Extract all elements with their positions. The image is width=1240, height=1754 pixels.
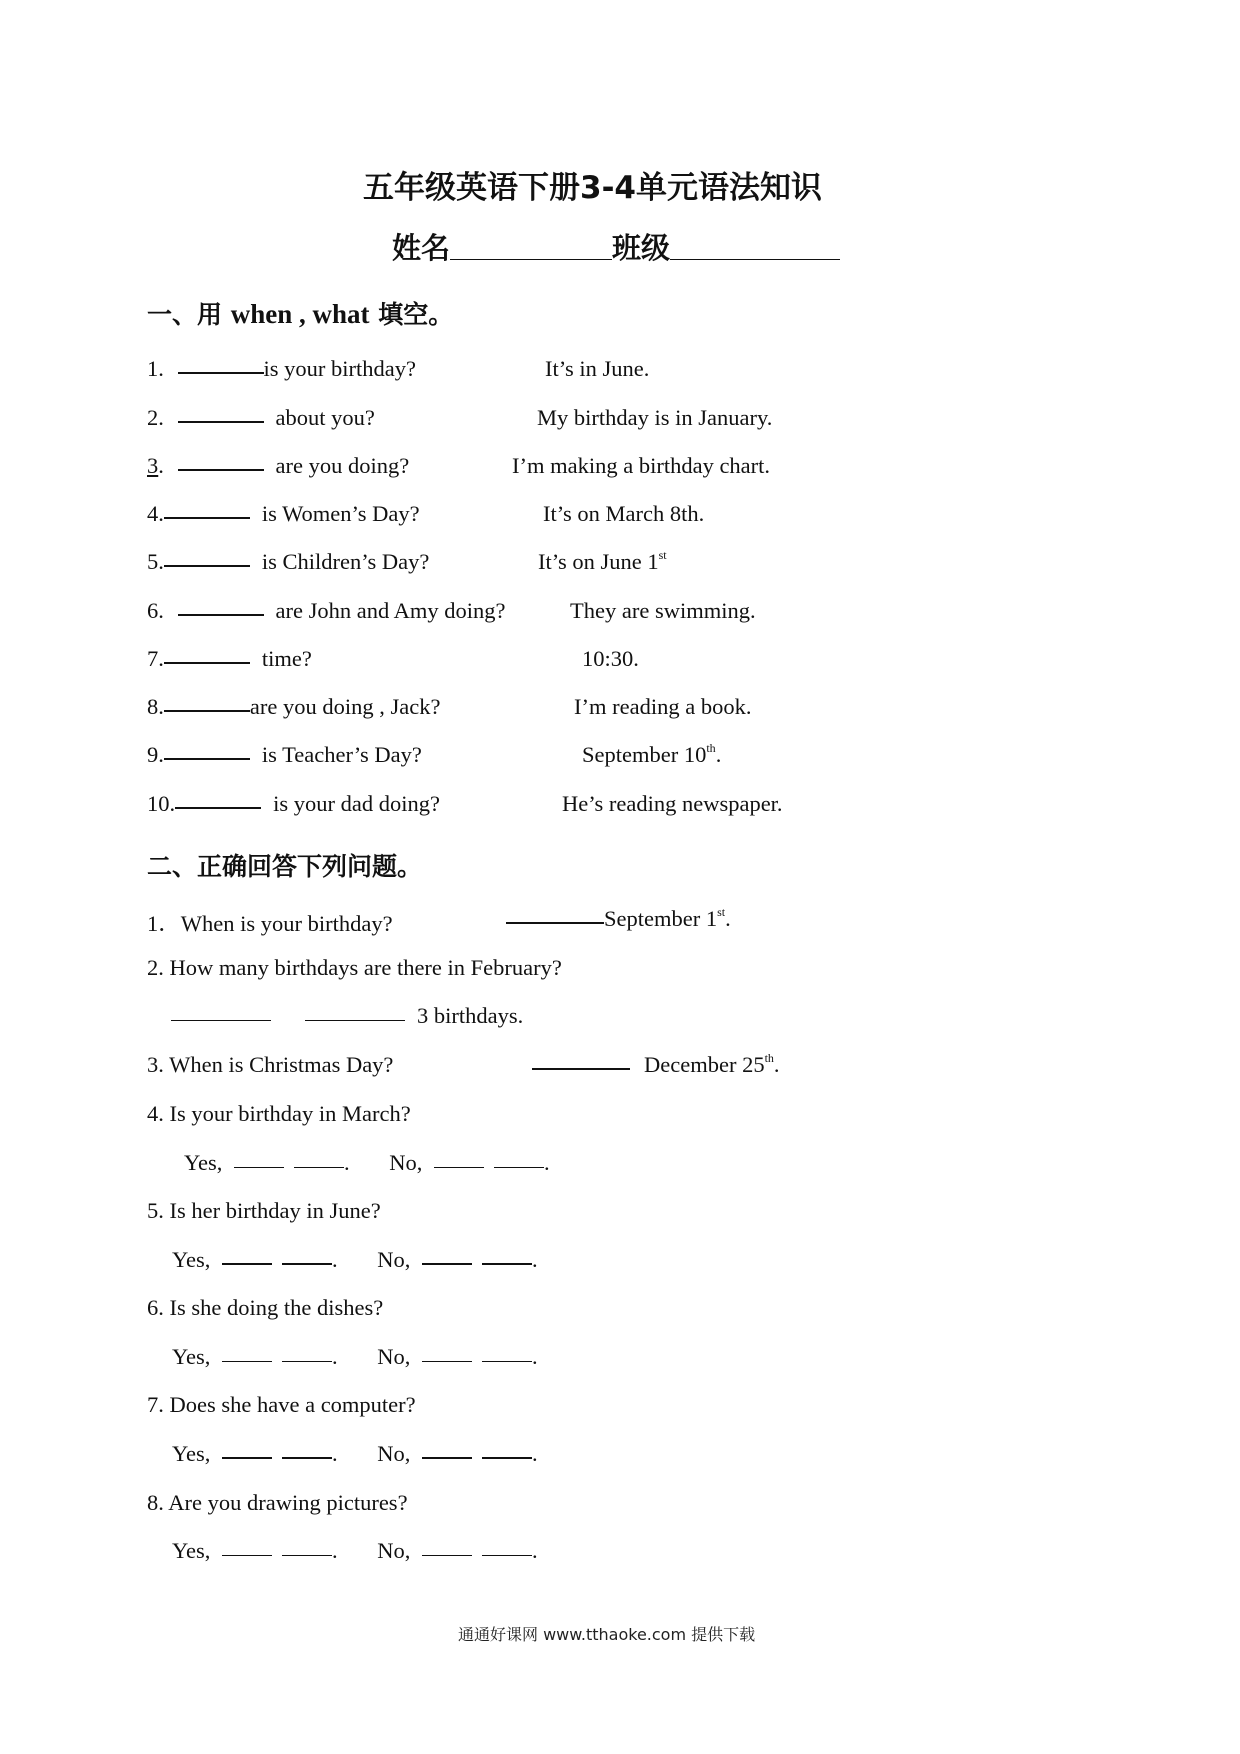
period: . <box>532 1538 538 1563</box>
s1-answer-9 <box>582 742 721 768</box>
answer-blank[interactable] <box>482 1360 532 1362</box>
s1-answer-7: 10:30. <box>582 646 639 671</box>
section2-heading: 二、正确回答下列问题。 <box>147 852 423 881</box>
no-label: No, <box>377 1344 411 1369</box>
answer-blank[interactable] <box>282 1360 332 1362</box>
item-number: 5. <box>147 549 164 574</box>
question-text: are you doing? <box>275 453 410 478</box>
answer-blank[interactable] <box>482 1456 532 1459</box>
question-text: is Children’s Day? <box>261 549 430 574</box>
item-number: 9. <box>147 742 164 767</box>
s1-item-6 <box>147 598 505 624</box>
answer-blank[interactable] <box>282 1456 332 1459</box>
s2-q6-answers <box>172 1344 538 1370</box>
no-label: No, <box>389 1150 423 1175</box>
answer-blank[interactable] <box>422 1262 472 1265</box>
answer-blank[interactable] <box>482 1262 532 1265</box>
answer-blank[interactable] <box>178 613 264 616</box>
item-dot: . <box>158 453 164 478</box>
s2-q5: 5. Is her birthday in June? <box>147 1198 381 1223</box>
period: . <box>532 1344 538 1369</box>
period: . <box>344 1150 350 1175</box>
s2-q3-answer <box>532 1052 780 1078</box>
page-title: 五年级英语下册3-4单元语法知识 <box>363 170 823 206</box>
answer-text: It’s on June 1 <box>538 549 659 574</box>
s1-item-1 <box>147 356 416 382</box>
answer-blank[interactable] <box>171 1019 271 1021</box>
answer-end: . <box>715 742 722 767</box>
s1-item-3 <box>147 453 409 479</box>
yes-label: Yes, <box>172 1441 211 1466</box>
answer-text: September 10 <box>582 742 707 767</box>
answer-blank[interactable] <box>222 1262 272 1265</box>
section1-heading <box>147 295 453 331</box>
question-text: is your dad doing? <box>273 791 440 816</box>
section1-prefix: 一、用 <box>147 300 223 329</box>
answer-blank[interactable] <box>532 1067 630 1070</box>
answer-text: 3 birthdays. <box>417 1003 524 1028</box>
question-text: about you? <box>275 405 375 430</box>
s1-item-10 <box>147 791 440 817</box>
answer-blank[interactable] <box>506 921 604 924</box>
no-label: No, <box>377 1247 411 1272</box>
s1-item-7 <box>147 646 312 672</box>
s1-answer-6: They are swimming. <box>570 598 756 623</box>
yes-label: Yes, <box>184 1150 223 1175</box>
period: . <box>332 1441 338 1466</box>
yes-label: Yes, <box>172 1344 211 1369</box>
s1-answer-2: My birthday is in January. <box>537 405 773 430</box>
no-label: No, <box>377 1538 411 1563</box>
answer-blank[interactable] <box>305 1019 405 1021</box>
answer-blank[interactable] <box>422 1360 472 1362</box>
answer-blank[interactable] <box>164 661 250 664</box>
answer-blank[interactable] <box>164 564 250 567</box>
answer-blank[interactable] <box>178 420 264 423</box>
s2-q2-answer <box>171 1003 523 1029</box>
period: . <box>544 1150 550 1175</box>
section1-words: when , what <box>230 299 370 329</box>
question-text: is Teacher’s Day? <box>261 742 422 767</box>
yes-label: Yes, <box>172 1538 211 1563</box>
answer-blank[interactable] <box>164 757 250 760</box>
s2-q2: 2. How many birthdays are there in February? <box>147 955 562 980</box>
answer-blank[interactable] <box>222 1360 272 1362</box>
answer-blank[interactable] <box>422 1456 472 1459</box>
s2-q7: 7. Does she have a computer? <box>147 1392 416 1417</box>
answer-blank[interactable] <box>494 1166 544 1168</box>
item-number: 6. <box>147 598 164 623</box>
answer-end: . <box>725 906 731 931</box>
item-number: 2. <box>147 405 164 430</box>
question-text: is Women’s Day? <box>261 501 420 526</box>
s1-item-8 <box>147 694 440 720</box>
answer-text: September 1 <box>604 906 718 931</box>
item-number: 3 <box>147 453 159 478</box>
answer-blank[interactable] <box>482 1554 532 1556</box>
s2-q1-answer <box>506 906 731 932</box>
s2-q1: 1．When is your birthday? <box>147 911 393 936</box>
s1-item-2 <box>147 405 375 431</box>
answer-blank[interactable] <box>294 1166 344 1168</box>
s1-answer-8: I’m reading a book. <box>574 694 752 719</box>
answer-blank[interactable] <box>234 1166 284 1168</box>
period: . <box>532 1247 538 1272</box>
answer-blank[interactable] <box>222 1456 272 1459</box>
name-label: 姓名 <box>392 231 451 265</box>
item-number: 10. <box>147 791 176 816</box>
no-label: No, <box>377 1441 411 1466</box>
s1-item-9 <box>147 742 422 768</box>
s1-item-5 <box>147 549 429 575</box>
answer-sup: th <box>706 741 716 755</box>
answer-sup: st <box>717 905 726 919</box>
answer-blank[interactable] <box>282 1554 332 1556</box>
answer-text: December 25 <box>644 1052 765 1077</box>
item-number: 1. <box>147 356 164 381</box>
yes-label: Yes, <box>172 1247 211 1272</box>
question-text: are you doing , Jack? <box>249 694 441 719</box>
period: . <box>332 1344 338 1369</box>
period: . <box>332 1538 338 1563</box>
s2-q4: 4. Is your birthday in March? <box>147 1101 411 1126</box>
name-blank[interactable] <box>450 258 612 260</box>
s2-q6: 6. Is she doing the dishes? <box>147 1295 384 1320</box>
period: . <box>532 1441 538 1466</box>
section1-suffix: 填空。 <box>378 300 454 329</box>
answer-sup: th <box>764 1051 774 1065</box>
name-class-row <box>392 226 840 267</box>
s1-answer-10: He’s reading newspaper. <box>562 791 783 816</box>
answer-blank[interactable] <box>222 1554 272 1556</box>
item-number: 7. <box>147 646 164 671</box>
class-label: 班级 <box>612 231 671 265</box>
answer-blank[interactable] <box>175 806 261 809</box>
class-blank[interactable] <box>670 258 840 260</box>
answer-blank[interactable] <box>282 1262 332 1265</box>
s1-answer-1: It’s in June. <box>545 356 650 381</box>
period: . <box>332 1247 338 1272</box>
s2-q4-answers <box>184 1150 550 1176</box>
question-text: time? <box>261 646 312 671</box>
answer-blank[interactable] <box>178 371 264 374</box>
item-number: 8. <box>147 694 164 719</box>
answer-blank[interactable] <box>178 468 264 471</box>
answer-blank[interactable] <box>422 1554 472 1556</box>
answer-blank[interactable] <box>164 516 250 519</box>
s1-item-4 <box>147 501 420 527</box>
item-number: 4. <box>147 501 164 526</box>
answer-blank[interactable] <box>434 1166 484 1168</box>
s1-answer-3: I’m making a birthday chart. <box>512 453 771 478</box>
s2-q8-answers <box>172 1538 538 1564</box>
s2-q7-answers <box>172 1441 538 1467</box>
answer-sup: st <box>658 548 667 562</box>
answer-blank[interactable] <box>164 709 250 712</box>
s2-q5-answers <box>172 1247 538 1273</box>
s1-answer-4: It’s on March 8th. <box>543 501 705 526</box>
footer-text: 通通好课网 www.tthaoke.com 提供下载 <box>458 1625 756 1644</box>
question-text: is your birthday? <box>263 356 416 381</box>
question-text: are John and Amy doing? <box>275 598 506 623</box>
s2-q8: 8. Are you drawing pictures? <box>147 1490 408 1515</box>
answer-end: . <box>773 1052 780 1077</box>
s2-q3: 3. When is Christmas Day? <box>147 1052 394 1077</box>
s1-answer-5 <box>538 549 667 575</box>
